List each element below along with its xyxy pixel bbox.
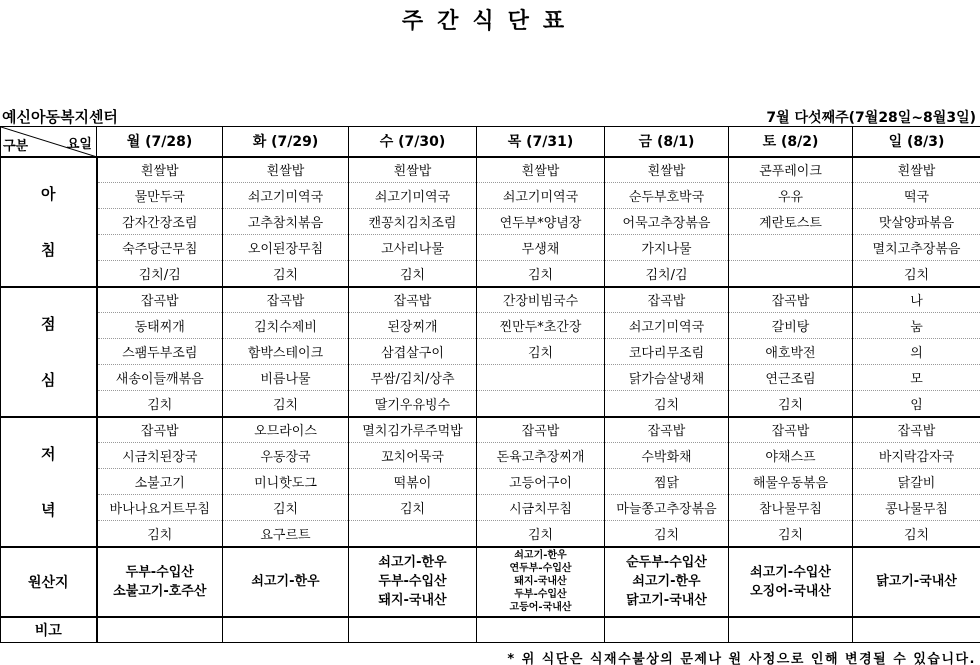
- menu-row: [1, 313, 980, 339]
- header-corner: [1, 127, 97, 157]
- menu-item: 스팸두부조림: [97, 339, 223, 365]
- menu-item: 눔: [853, 313, 980, 339]
- menu-item: 참나물무침: [729, 495, 853, 521]
- menu-item: 요구르트: [223, 521, 349, 547]
- meal-label: 점 심: [1, 287, 97, 417]
- menu-item: 계란토스트: [729, 209, 853, 235]
- day-header: 토 (8/2): [729, 127, 853, 157]
- menu-item: 딸기우유빙수: [349, 391, 477, 417]
- menu-item: 순두부호박국: [605, 183, 729, 209]
- week-label: 7월 다섯째주(7월28일~8월3일): [766, 110, 976, 126]
- menu-row: [1, 443, 980, 469]
- note-cell: [477, 617, 605, 643]
- menu-item: 콘푸레이크: [729, 157, 853, 183]
- menu-item: 수박화채: [605, 443, 729, 469]
- menu-item: 우동장국: [223, 443, 349, 469]
- menu-item: 김치: [853, 261, 980, 287]
- note-label: 비고: [1, 617, 97, 643]
- menu-item: 나: [853, 287, 980, 313]
- origin-cell: [349, 547, 477, 617]
- menu-item: 오므라이스: [223, 417, 349, 443]
- menu-item: [477, 365, 605, 391]
- menu-item: 숙주당근무침: [97, 235, 223, 261]
- menu-item: 무쌈/김치/상추: [349, 365, 477, 391]
- menu-item: 감자간장조림: [97, 209, 223, 235]
- menu-item: 잡곡밥: [97, 287, 223, 313]
- menu-item: 흰쌀밥: [605, 157, 729, 183]
- menu-item: 오이된장무침: [223, 235, 349, 261]
- meal-label: 아 침: [1, 157, 97, 287]
- menu-item: [349, 521, 477, 547]
- menu-item: 고추참치볶음: [223, 209, 349, 235]
- origin-label: 원산지: [1, 547, 97, 617]
- origin-line: 순두부-수입산: [626, 555, 707, 570]
- menu-item: 새송이들깨볶음: [97, 365, 223, 391]
- origin-line: 쇠고기-수입산: [750, 564, 831, 580]
- menu-item: 김치: [97, 521, 223, 547]
- menu-item: 흰쌀밥: [477, 157, 605, 183]
- menu-item: 떡국: [853, 183, 980, 209]
- menu-item: 김치: [349, 495, 477, 521]
- corner-left-label: 구분: [3, 138, 29, 154]
- day-header: 금 (8/1): [605, 127, 729, 157]
- menu-item: 바지락감자국: [853, 443, 980, 469]
- menu-item: 닭갈비: [853, 469, 980, 495]
- note-cell: [349, 617, 477, 643]
- menu-item: 무생채: [477, 235, 605, 261]
- menu-item: 김치: [349, 261, 477, 287]
- menu-item: 찐만두*초간장: [477, 313, 605, 339]
- menu-item: 쇠고기미역국: [477, 183, 605, 209]
- menu-item: 멸치김가루주먹밥: [349, 417, 477, 443]
- origin-row: [1, 547, 980, 617]
- origin-cell: [477, 547, 605, 617]
- menu-item: 연두부*양념장: [477, 209, 605, 235]
- origin-line: 쇠고기-한우: [251, 574, 320, 589]
- menu-row: [1, 495, 980, 521]
- menu-item: 김치: [97, 391, 223, 417]
- menu-item: 갈비탕: [729, 313, 853, 339]
- menu-row: [1, 365, 980, 391]
- menu-item: 간장비빔국수: [477, 287, 605, 313]
- menu-item: 모: [853, 365, 980, 391]
- footnote: * 위 식단은 식재수불상의 문제나 원 사정으로 인해 변경될 수 있습니다.: [507, 652, 976, 665]
- menu-item: 찜닭: [605, 469, 729, 495]
- menu-item: 마늘쫑고추장볶음: [605, 495, 729, 521]
- menu-item: 김치: [605, 391, 729, 417]
- note-cell: [223, 617, 349, 643]
- menu-row: [1, 157, 980, 183]
- day-header: 목 (7/31): [477, 127, 605, 157]
- menu-item: 김치: [605, 521, 729, 547]
- menu-item: 김치/김: [97, 261, 223, 287]
- menu-item: 맛살양파볶음: [853, 209, 980, 235]
- menu-item: 우유: [729, 183, 853, 209]
- origin-line: 돼지-국내산: [514, 576, 567, 587]
- menu-row: [1, 339, 980, 365]
- note-cell: [853, 617, 980, 643]
- note-cell: [729, 617, 853, 643]
- menu-item: 김치: [477, 261, 605, 287]
- origin-line: 쇠고기-한우: [514, 550, 567, 561]
- menu-item: 연근조림: [729, 365, 853, 391]
- center-name: 예신아동복지센터: [2, 108, 118, 126]
- origin-line: 돼지-국내산: [378, 593, 447, 608]
- note-cell: [605, 617, 729, 643]
- menu-row: [1, 521, 980, 547]
- menu-item: 해물우동볶음: [729, 469, 853, 495]
- note-cell: [97, 617, 223, 643]
- menu-item: 야채스프: [729, 443, 853, 469]
- menu-item: 쇠고기미역국: [349, 183, 477, 209]
- menu-item: 떡볶이: [349, 469, 477, 495]
- origin-line: 소불고기-호주산: [113, 583, 207, 599]
- menu-item: 흰쌀밥: [349, 157, 477, 183]
- menu-item: 잡곡밥: [223, 287, 349, 313]
- menu-item: 잡곡밥: [349, 287, 477, 313]
- menu-item: 의: [853, 339, 980, 365]
- menu-row: [1, 183, 980, 209]
- menu-row: [1, 287, 980, 313]
- menu-item: 쇠고기미역국: [605, 313, 729, 339]
- menu-item: 임: [853, 391, 980, 417]
- menu-item: 바나나요거트무침: [97, 495, 223, 521]
- menu-item: 물만두국: [97, 183, 223, 209]
- menu-item: 쇠고기미역국: [223, 183, 349, 209]
- menu-item: 애호박전: [729, 339, 853, 365]
- day-header: 일 (8/3): [853, 127, 980, 157]
- menu-item: 콩나물무침: [853, 495, 980, 521]
- menu-table: [0, 126, 980, 643]
- menu-item: [729, 235, 853, 261]
- menu-row: [1, 469, 980, 495]
- origin-line: 닭고기-국내산: [626, 593, 707, 608]
- day-header: 월 (7/28): [97, 127, 223, 157]
- origin-line: 두부-수입산: [378, 574, 447, 589]
- menu-item: 김치: [223, 495, 349, 521]
- menu-item: 흰쌀밥: [853, 157, 980, 183]
- origin-line: 고등어-국내산: [509, 602, 572, 613]
- menu-row: [1, 261, 980, 287]
- menu-item: 김치: [223, 391, 349, 417]
- day-header: 화 (7/29): [223, 127, 349, 157]
- origin-cell: [605, 547, 729, 617]
- origin-line: 쇠고기-한우: [378, 555, 447, 570]
- menu-item: 잡곡밥: [97, 417, 223, 443]
- origin-line: 닭고기-국내산: [876, 574, 957, 589]
- origin-cell: [223, 547, 349, 617]
- menu-item: 잡곡밥: [853, 417, 980, 443]
- menu-item: 잡곡밥: [605, 417, 729, 443]
- menu-item: 김치: [729, 521, 853, 547]
- menu-row: [1, 209, 980, 235]
- meal-label: 저 녁: [1, 417, 97, 547]
- menu-item: 잡곡밥: [605, 287, 729, 313]
- day-header: 수 (7/30): [349, 127, 477, 157]
- menu-item: 비름나물: [223, 365, 349, 391]
- menu-row: [1, 417, 980, 443]
- menu-item: 김치: [477, 521, 605, 547]
- menu-item: 흰쌀밥: [223, 157, 349, 183]
- origin-line: 쇠고기-한우: [632, 574, 701, 589]
- menu-item: 김치: [223, 261, 349, 287]
- menu-item: 김치: [853, 521, 980, 547]
- menu-item: 함박스테이크: [223, 339, 349, 365]
- menu-item: 잡곡밥: [729, 417, 853, 443]
- menu-item: 멸치고추장볶음: [853, 235, 980, 261]
- menu-item: 돈육고추장찌개: [477, 443, 605, 469]
- menu-item: 고등어구이: [477, 469, 605, 495]
- menu-item: 어묵고추장볶음: [605, 209, 729, 235]
- menu-item: 코다리무조림: [605, 339, 729, 365]
- menu-item: 가지나물: [605, 235, 729, 261]
- origin-line: 오징어-국내산: [750, 583, 831, 599]
- menu-item: 시금치무침: [477, 495, 605, 521]
- menu-item: 김치: [729, 391, 853, 417]
- origin-cell: [729, 547, 853, 617]
- corner-right-label: 요일: [66, 137, 92, 152]
- menu-item: 동태찌개: [97, 313, 223, 339]
- origin-cell: [853, 547, 980, 617]
- origin-cell: [97, 547, 223, 617]
- menu-item: 흰쌀밥: [97, 157, 223, 183]
- menu-item: 고사리나물: [349, 235, 477, 261]
- menu-row: [1, 391, 980, 417]
- menu-item: 잡곡밥: [729, 287, 853, 313]
- menu-item: 김치: [477, 339, 605, 365]
- menu-item: 김치수제비: [223, 313, 349, 339]
- menu-item: [729, 261, 853, 287]
- menu-item: 꼬치어묵국: [349, 443, 477, 469]
- menu-row: [1, 235, 980, 261]
- menu-item: 닭가슴살냉채: [605, 365, 729, 391]
- menu-item: 된장찌개: [349, 313, 477, 339]
- menu-item: 잡곡밥: [477, 417, 605, 443]
- menu-item: [477, 391, 605, 417]
- menu-item: 미니핫도그: [223, 469, 349, 495]
- page-title: 주간식단표: [401, 9, 579, 34]
- origin-line: 연두부-수입산: [509, 563, 572, 574]
- menu-item: 김치/김: [605, 261, 729, 287]
- menu-item: 소불고기: [97, 469, 223, 495]
- note-row: [1, 617, 980, 643]
- menu-item: 시금치된장국: [97, 443, 223, 469]
- header-row: [1, 127, 980, 157]
- origin-line: 두부-수입산: [514, 589, 567, 600]
- menu-item: 삼겹살구이: [349, 339, 477, 365]
- menu-item: 캔꽁치김치조림: [349, 209, 477, 235]
- origin-line: 두부-수입산: [125, 564, 194, 580]
